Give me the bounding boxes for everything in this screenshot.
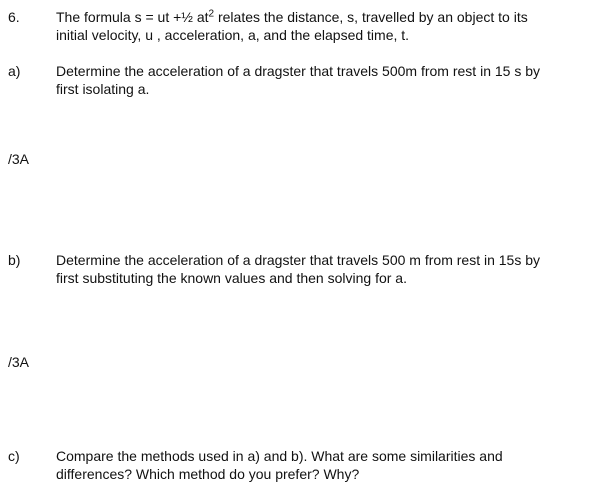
part-a-marks: /3A [8, 151, 30, 167]
question-number: 6. [8, 9, 20, 25]
part-c-line-2: differences? Which method do you prefer? Why? [56, 466, 360, 482]
question-stem-line-1 [56, 8, 612, 26]
formula-description: relates the distance, s, travelled by an object to its [214, 9, 528, 25]
exponent-superscript: 2 [208, 8, 215, 20]
question-stem [56, 8, 612, 44]
part-c-line-1: Compare the methods used in a) and b). What are some similarities and [56, 448, 503, 464]
part-b-label: b) [8, 252, 21, 268]
part-c-label: c) [8, 448, 20, 464]
formula-text: The formula s = ut +½ at [56, 9, 209, 25]
part-a-text [56, 62, 612, 98]
part-a-line-2: first isolating a. [56, 81, 150, 97]
part-a-label: a) [8, 63, 21, 79]
part-a-line-1: Determine the acceleration of a dragster that travels 500m from rest in 15 s by [56, 63, 541, 79]
question-stem-line-2: initial velocity, u , acceleration, a, and the elapsed time, t. [56, 27, 410, 43]
part-b-line-2: first substituting the known values and then solving for a. [56, 270, 407, 286]
part-c-text [56, 447, 612, 483]
part-b-marks: /3A [8, 354, 30, 370]
part-b-line-1: Determine the acceleration of a dragster that travels 500 m from rest in 15s by [56, 252, 541, 268]
part-b-text [56, 251, 612, 287]
